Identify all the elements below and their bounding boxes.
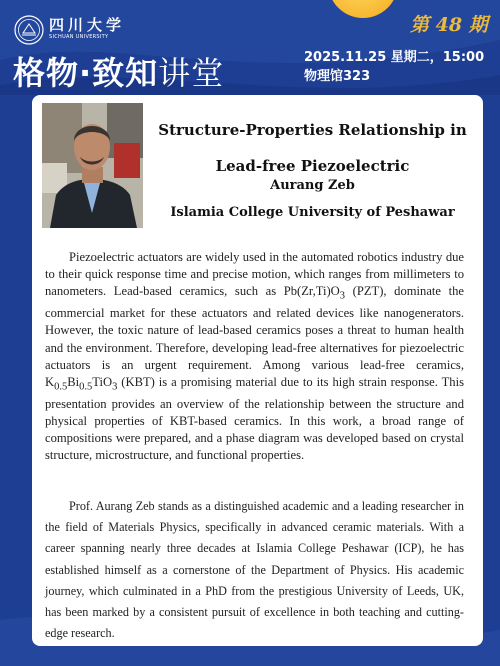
series-title-light: 讲堂 (158, 54, 225, 92)
abstract-text-2: (PZT), dominate the commercial market for these actuators and related devices like nanogenerators. However, the toxic nature of lead-based ceramics poses a threat to human health and the environment. Therefore, developing lead-free alternatives for piezoelectric actuators is an urgent requirement. Among various lead-free ceramics, K (45, 284, 465, 389)
abstract-tio: TiO (92, 374, 113, 389)
abstract-subscript-1: 3 (339, 290, 346, 302)
abstract-text-1: Piezoelectric actuators are widely used in the automated robotics industry due to their quick response time and precise motion, which ranges from millimeters to nanometers. Lead-based ceramics, such as Pb(Zr,Ti)O (45, 250, 464, 299)
poster-header (0, 0, 500, 95)
abstract-subscript-3: 3 (112, 381, 118, 393)
series-title-bold: 格物·致知 (13, 54, 159, 92)
sichuan-university-seal-icon (14, 15, 44, 45)
speaker-affiliation: Islamia College University of Peshawar (170, 205, 455, 220)
issue-number: 第 48 期 (410, 14, 488, 36)
abstract-subscript-k: 0.5 (54, 381, 68, 393)
sun-decoration (328, 0, 398, 18)
abstract-subscript-bi: 0.5 (79, 381, 93, 393)
speaker-photo (42, 103, 143, 228)
speaker-bio: Prof. Aurang Zeb stands as a distinguished academic and a leading researcher in the field of Materials Physics, specifically in advanced ceramic materials. With a career spanning nearly three decades at Islamia College Peshawar (ICP), he has established himself as a cornerstone of the Department of Physics. His academic journey, which culminated in a PhD from the prestigious University of Leeds, UK, has been marked by a consistent pursuit of excellence in both teaching and cutting-edge research. (45, 499, 464, 641)
talk-title-line1: Structure-Properties Relationship in (158, 121, 467, 139)
event-info (304, 48, 484, 86)
lecture-series-title (13, 48, 224, 94)
talk-abstract (45, 249, 464, 464)
event-date-time: 2025.11.25 星期二，15:00 (304, 50, 485, 65)
abstract-text-3: (KBT) is a promising material due to its high strain response. This presentation provides an overview of the relationship between the structure and physical properties of KBT-based ceramics. In this work, a broad range of compositions were prepared, and a phase diagram was developed based on crystal structure, microstructure, and functional properties. (45, 374, 464, 463)
speaker-name: Aurang Zeb (270, 178, 355, 193)
university-name-cn: 四川大学 (49, 16, 126, 34)
talk-title (150, 112, 475, 184)
abstract-bi: Bi (67, 374, 80, 389)
university-name-en: SICHUAN UNIVERSITY (49, 34, 109, 40)
talk-title-line2: Lead-free Piezoelectric (215, 157, 410, 175)
event-venue: 物理馆323 (304, 69, 371, 84)
